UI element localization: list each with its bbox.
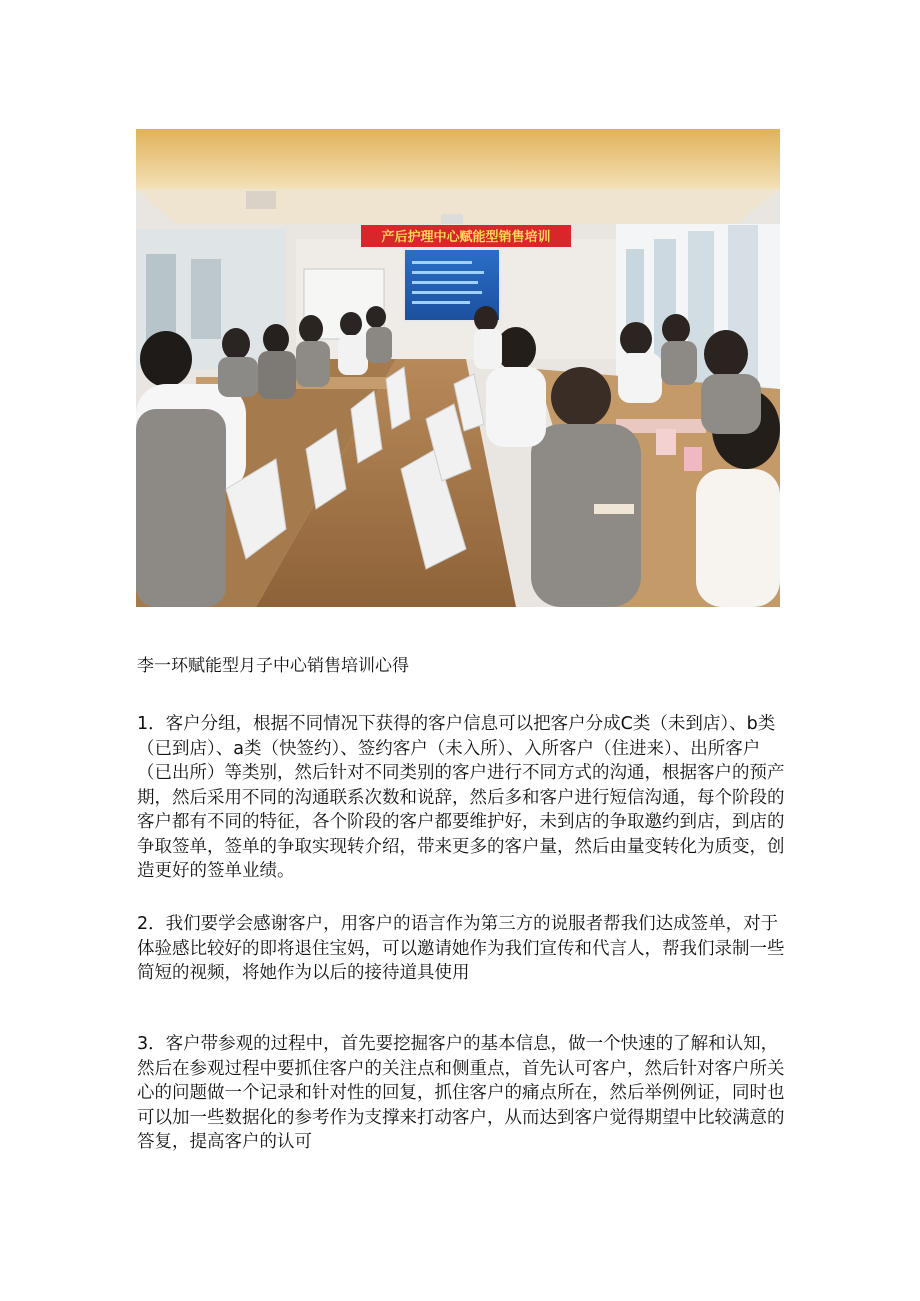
training-room-photo (136, 129, 780, 607)
paragraph-1: 1．客户分组，根据不同情况下获得的客户信息可以把客户分成C类（未到店）、b类（已到店）、a类（快签约）、签约客户（未入所）、入所客户（住进来）、出所客户（已出所）等类别，然后针对不同类别的客户进行不同方式的沟通，根据客户的预产期，然后采用不同的沟通联系次数和说辞，然后多和客户进行短信沟通，每个阶段的客户都有不同的特征，各个阶段的客户都要维护好，未到店的争取邀约到店，到店的争取签单，签单的争取实现转介绍，带来更多的客户量，然后由量变转化为质变，创造更好的签单业绩。 (137, 714, 785, 881)
paragraph-3: 3．客户带参观的过程中，首先要挖掘客户的基本信息，做一个快速的了解和认知，然后在参观过程中要抓住客户的关注点和侧重点，首先认可客户，然后针对客户所关心的问题做一个记录和针对性的回复，抓住客户的痛点所在，然后举例例证，同时也可以加一些数据化的参考作为支撑来打动客户，从而达到客户觉得期望中比较满意的答复，提高客户的认可 (137, 1034, 785, 1152)
paragraph-2: 2．我们要学会感谢客户，用客户的语言作为第三方的说服者帮我们达成签单，对于体验感比较好的即将退住宝妈，可以邀请她作为我们宣传和代言人，帮我们录制一些简短的视频，将她作为以后的接待道具使用 (137, 914, 785, 983)
banner-text: 产后护理中心赋能型销售培训 (381, 230, 551, 245)
document-title: 李一环赋能型月子中心销售培训心得 (137, 656, 409, 676)
